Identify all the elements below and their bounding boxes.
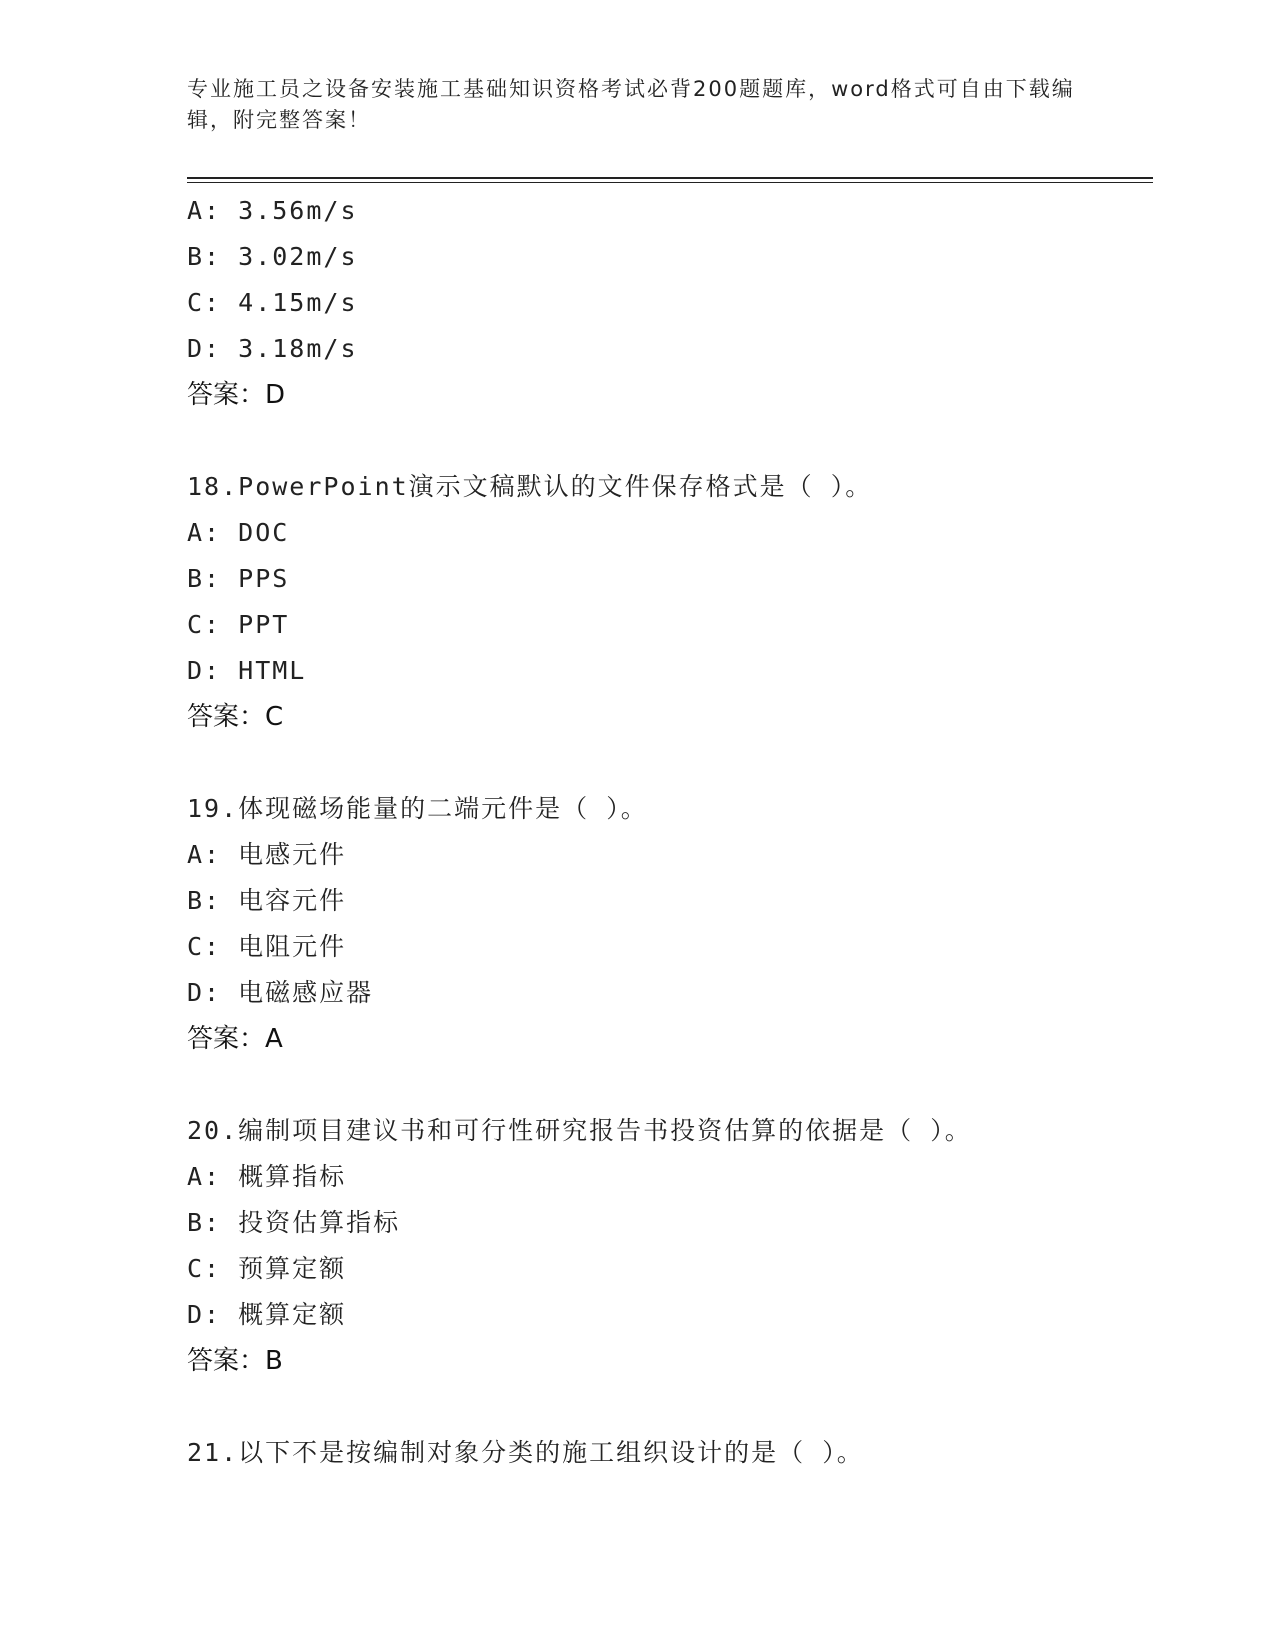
- option-a: A: 概算指标: [187, 1162, 347, 1191]
- option-c: C: 预算定额: [187, 1254, 347, 1283]
- question-block: [187, 1430, 1153, 1476]
- option-d: D: 3.18m/s: [187, 334, 358, 363]
- spacer: [187, 1384, 1153, 1430]
- question-text: 19.体现磁场能量的二端元件是（ ）。: [187, 794, 648, 823]
- question-text: 18.PowerPoint演示文稿默认的文件保存格式是（ ）。: [187, 472, 873, 501]
- question-text: 20.编制项目建议书和可行性研究报告书投资估算的依据是（ ）。: [187, 1116, 972, 1145]
- option-d: D: 电磁感应器: [187, 978, 374, 1007]
- answer-line: 答案：C: [187, 702, 284, 732]
- option-b: B: 投资估算指标: [187, 1208, 401, 1237]
- question-block: [187, 1108, 1153, 1384]
- answer-line: 答案：B: [187, 1346, 283, 1376]
- question-text: 21.以下不是按编制对象分类的施工组织设计的是（ ）。: [187, 1438, 864, 1467]
- spacer: [187, 418, 1153, 464]
- question-block: [187, 786, 1153, 1062]
- question-block: [187, 188, 1153, 418]
- document-header: 专业施工员之设备安装施工基础知识资格考试必背200题题库，word格式可自由下载编辑，附完整答案！: [187, 77, 1075, 132]
- option-b: B: 3.02m/s: [187, 242, 358, 271]
- option-b: B: PPS: [187, 564, 290, 593]
- option-c: C: 电阻元件: [187, 932, 347, 961]
- spacer: [187, 740, 1153, 786]
- question-list: [187, 188, 1153, 1476]
- option-a: A: 电感元件: [187, 840, 347, 869]
- option-c: C: 4.15m/s: [187, 288, 358, 317]
- answer-line: 答案：D: [187, 380, 286, 410]
- option-c: C: PPT: [187, 610, 290, 639]
- question-block: [187, 464, 1153, 740]
- option-a: A: DOC: [187, 518, 290, 547]
- header-divider-thin: [187, 182, 1153, 183]
- option-d: D: 概算定额: [187, 1300, 347, 1329]
- option-d: D: HTML: [187, 656, 307, 685]
- option-b: B: 电容元件: [187, 886, 347, 915]
- answer-line: 答案：A: [187, 1024, 283, 1054]
- option-a: A: 3.56m/s: [187, 196, 358, 225]
- header-divider-thick: [187, 177, 1153, 179]
- spacer: [187, 1062, 1153, 1108]
